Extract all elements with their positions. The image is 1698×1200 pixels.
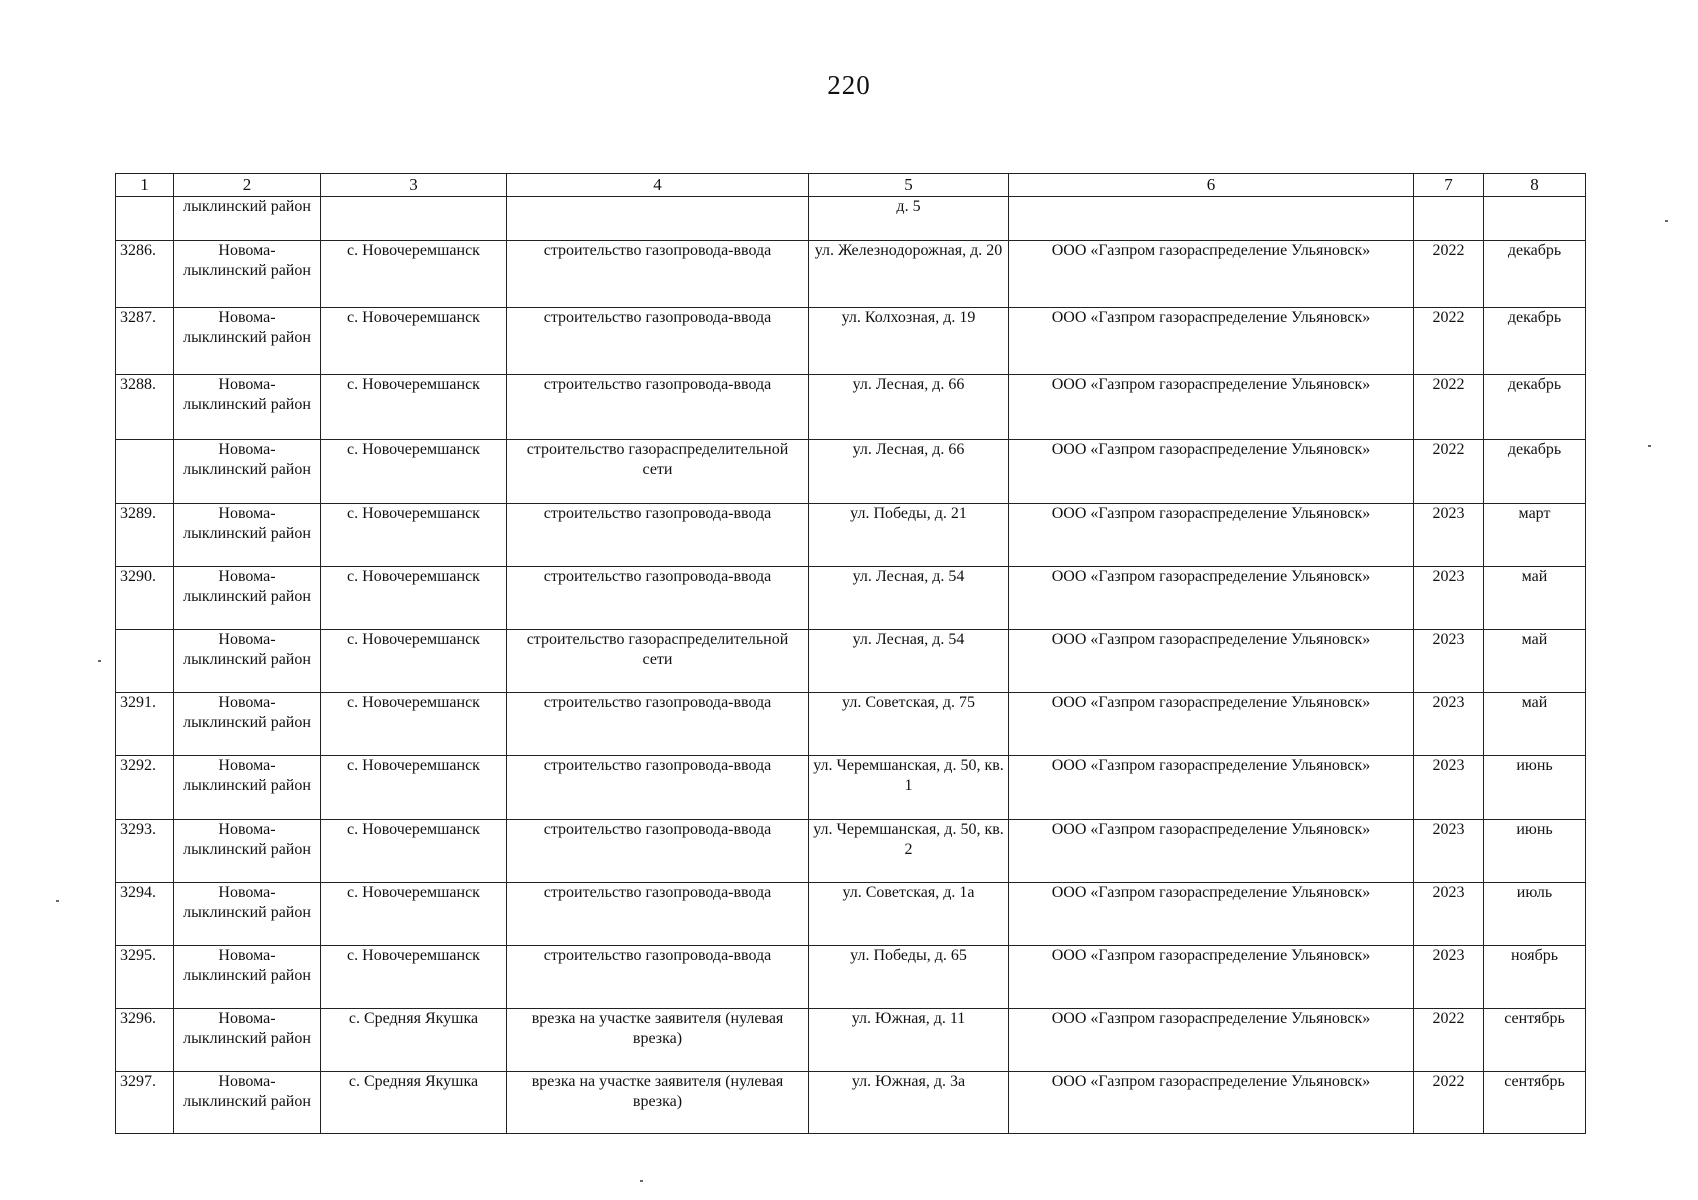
organization-cell: ООО «Газпром газораспределение Ульяновск» <box>1009 820 1414 883</box>
continuation-row <box>116 197 1586 241</box>
year-cell <box>1414 197 1484 241</box>
table-row <box>116 241 1586 308</box>
address-cell: д. 5 <box>809 197 1009 241</box>
organization-cell: ООО «Газпром газораспределение Ульяновск» <box>1009 883 1414 946</box>
district-cell: Новома-лыклинский район <box>174 883 321 946</box>
district-cell: Новома-лыклинский район <box>174 630 321 693</box>
organization-cell: ООО «Газпром газораспределение Ульяновск» <box>1009 504 1414 567</box>
row-number-cell: 3288. <box>116 375 174 440</box>
year-cell: 2023 <box>1414 883 1484 946</box>
work-type-cell: строительство газопровода-ввода <box>507 567 809 630</box>
row-number-cell: 3286. <box>116 241 174 308</box>
month-cell: декабрь <box>1484 375 1586 440</box>
work-type-cell <box>507 197 809 241</box>
organization-cell: ООО «Газпром газораспределение Ульяновск» <box>1009 375 1414 440</box>
district-cell: Новома-лыклинский район <box>174 1072 321 1134</box>
address-cell: ул. Южная, д. 3а <box>809 1072 1009 1134</box>
scan-speck <box>98 660 101 662</box>
table-row <box>116 440 1586 504</box>
settlement-cell: с. Средняя Якушка <box>321 1072 507 1134</box>
table-row <box>116 504 1586 567</box>
address-cell: ул. Лесная, д. 66 <box>809 375 1009 440</box>
work-type-cell: врезка на участке заявителя (нулевая врезка) <box>507 1009 809 1072</box>
address-cell: ул. Южная, д. 11 <box>809 1009 1009 1072</box>
district-cell: Новома-лыклинский район <box>174 375 321 440</box>
settlement-cell: с. Новочеремшанск <box>321 504 507 567</box>
row-number-cell: 3293. <box>116 820 174 883</box>
row-number-cell: 3294. <box>116 883 174 946</box>
work-type-cell: строительство газопровода-ввода <box>507 241 809 308</box>
column-number: 3 <box>321 174 507 197</box>
settlement-cell: с. Новочеремшанск <box>321 883 507 946</box>
row-number-cell: 3287. <box>116 308 174 375</box>
month-cell: июль <box>1484 883 1586 946</box>
row-number-cell: 3291. <box>116 693 174 756</box>
column-number: 8 <box>1484 174 1586 197</box>
settlement-cell: с. Новочеремшанск <box>321 820 507 883</box>
organization-cell: ООО «Газпром газораспределение Ульяновск» <box>1009 241 1414 308</box>
month-cell: май <box>1484 567 1586 630</box>
month-cell <box>1484 197 1586 241</box>
column-number: 2 <box>174 174 321 197</box>
settlement-cell: с. Новочеремшанск <box>321 693 507 756</box>
work-type-cell: строительство газопровода-ввода <box>507 375 809 440</box>
column-number: 7 <box>1414 174 1484 197</box>
table-row <box>116 946 1586 1009</box>
organization-cell: ООО «Газпром газораспределение Ульяновск» <box>1009 567 1414 630</box>
district-cell: Новома-лыклинский район <box>174 440 321 504</box>
table-row <box>116 820 1586 883</box>
settlement-cell: с. Новочеремшанск <box>321 440 507 504</box>
organization-cell: ООО «Газпром газораспределение Ульяновск» <box>1009 630 1414 693</box>
address-cell: ул. Победы, д. 65 <box>809 946 1009 1009</box>
row-number-cell <box>116 630 174 693</box>
address-cell: ул. Советская, д. 1а <box>809 883 1009 946</box>
table-row <box>116 1072 1586 1134</box>
gas-works-table <box>115 173 1586 1134</box>
year-cell: 2022 <box>1414 440 1484 504</box>
district-cell: Новома-лыклинский район <box>174 820 321 883</box>
organization-cell: ООО «Газпром газораспределение Ульяновск» <box>1009 756 1414 820</box>
address-cell: ул. Черемшанская, д. 50, кв. 2 <box>809 820 1009 883</box>
page-number: 220 <box>827 70 871 100</box>
month-cell: декабрь <box>1484 308 1586 375</box>
district-cell: Новома-лыклинский район <box>174 756 321 820</box>
scan-speck <box>640 1180 643 1182</box>
year-cell: 2023 <box>1414 504 1484 567</box>
month-cell: июнь <box>1484 756 1586 820</box>
row-number-cell <box>116 197 174 241</box>
month-cell: сентябрь <box>1484 1009 1586 1072</box>
year-cell: 2023 <box>1414 756 1484 820</box>
table-row <box>116 567 1586 630</box>
year-cell: 2023 <box>1414 820 1484 883</box>
work-type-cell: строительство газораспределительной сети <box>507 630 809 693</box>
district-cell: Новома-лыклинский район <box>174 693 321 756</box>
organization-cell: ООО «Газпром газораспределение Ульяновск» <box>1009 440 1414 504</box>
year-cell: 2023 <box>1414 630 1484 693</box>
year-cell: 2023 <box>1414 693 1484 756</box>
organization-cell: ООО «Газпром газораспределение Ульяновск» <box>1009 308 1414 375</box>
address-cell: ул. Лесная, д. 66 <box>809 440 1009 504</box>
scan-speck <box>1648 445 1651 447</box>
row-number-cell: 3290. <box>116 567 174 630</box>
month-cell: ноябрь <box>1484 946 1586 1009</box>
settlement-cell: с. Новочеремшанск <box>321 567 507 630</box>
address-cell: ул. Советская, д. 75 <box>809 693 1009 756</box>
settlement-cell: с. Новочеремшанск <box>321 241 507 308</box>
work-type-cell: строительство газопровода-ввода <box>507 820 809 883</box>
row-number-cell: 3295. <box>116 946 174 1009</box>
row-number-cell: 3292. <box>116 756 174 820</box>
organization-cell: ООО «Газпром газораспределение Ульяновск» <box>1009 946 1414 1009</box>
month-cell: май <box>1484 693 1586 756</box>
settlement-cell: с. Новочеремшанск <box>321 630 507 693</box>
row-number-cell: 3296. <box>116 1009 174 1072</box>
settlement-cell: с. Новочеремшанск <box>321 308 507 375</box>
column-number-row <box>116 174 1586 197</box>
table-row <box>116 630 1586 693</box>
column-number: 4 <box>507 174 809 197</box>
organization-cell <box>1009 197 1414 241</box>
district-cell: Новома-лыклинский район <box>174 567 321 630</box>
work-type-cell: строительство газопровода-ввода <box>507 504 809 567</box>
district-cell: Новома-лыклинский район <box>174 308 321 375</box>
district-cell: Новома-лыклинский район <box>174 1009 321 1072</box>
work-type-cell: строительство газопровода-ввода <box>507 883 809 946</box>
address-cell: ул. Черемшанская, д. 50, кв. 1 <box>809 756 1009 820</box>
month-cell: май <box>1484 630 1586 693</box>
table-row <box>116 693 1586 756</box>
settlement-cell: с. Новочеремшанск <box>321 375 507 440</box>
table-row <box>116 756 1586 820</box>
work-type-cell: строительство газопровода-ввода <box>507 693 809 756</box>
table-row <box>116 883 1586 946</box>
month-cell: декабрь <box>1484 440 1586 504</box>
month-cell: июнь <box>1484 820 1586 883</box>
table-row <box>116 308 1586 375</box>
organization-cell: ООО «Газпром газораспределение Ульяновск» <box>1009 1009 1414 1072</box>
settlement-cell: с. Новочеремшанск <box>321 946 507 1009</box>
scan-speck <box>1665 220 1668 222</box>
table-body <box>116 174 1586 1134</box>
year-cell: 2023 <box>1414 946 1484 1009</box>
work-type-cell: врезка на участке заявителя (нулевая врезка) <box>507 1072 809 1134</box>
row-number-cell: 3297. <box>116 1072 174 1134</box>
work-type-cell: строительство газопровода-ввода <box>507 756 809 820</box>
organization-cell: ООО «Газпром газораспределение Ульяновск» <box>1009 693 1414 756</box>
year-cell: 2022 <box>1414 1072 1484 1134</box>
address-cell: ул. Колхозная, д. 19 <box>809 308 1009 375</box>
month-cell: декабрь <box>1484 241 1586 308</box>
organization-cell: ООО «Газпром газораспределение Ульяновск» <box>1009 1072 1414 1134</box>
row-number-cell: 3289. <box>116 504 174 567</box>
year-cell: 2022 <box>1414 308 1484 375</box>
work-type-cell: строительство газопровода-ввода <box>507 308 809 375</box>
year-cell: 2023 <box>1414 567 1484 630</box>
work-type-cell: строительство газораспределительной сети <box>507 440 809 504</box>
settlement-cell: с. Средняя Якушка <box>321 1009 507 1072</box>
column-number: 5 <box>809 174 1009 197</box>
month-cell: сентябрь <box>1484 1072 1586 1134</box>
month-cell: март <box>1484 504 1586 567</box>
district-cell: Новома-лыклинский район <box>174 241 321 308</box>
address-cell: ул. Победы, д. 21 <box>809 504 1009 567</box>
district-cell: Новома-лыклинский район <box>174 504 321 567</box>
year-cell: 2022 <box>1414 241 1484 308</box>
scan-speck <box>56 900 59 902</box>
address-cell: ул. Лесная, д. 54 <box>809 630 1009 693</box>
address-cell: ул. Железнодорожная, д. 20 <box>809 241 1009 308</box>
row-number-cell <box>116 440 174 504</box>
district-cell: Новома-лыклинский район <box>174 946 321 1009</box>
settlement-cell <box>321 197 507 241</box>
district-cell: лыклинский район <box>174 197 321 241</box>
year-cell: 2022 <box>1414 1009 1484 1072</box>
column-number: 1 <box>116 174 174 197</box>
column-number: 6 <box>1009 174 1414 197</box>
table-row <box>116 1009 1586 1072</box>
year-cell: 2022 <box>1414 375 1484 440</box>
address-cell: ул. Лесная, д. 54 <box>809 567 1009 630</box>
table-row <box>116 375 1586 440</box>
settlement-cell: с. Новочеремшанск <box>321 756 507 820</box>
work-type-cell: строительство газопровода-ввода <box>507 946 809 1009</box>
